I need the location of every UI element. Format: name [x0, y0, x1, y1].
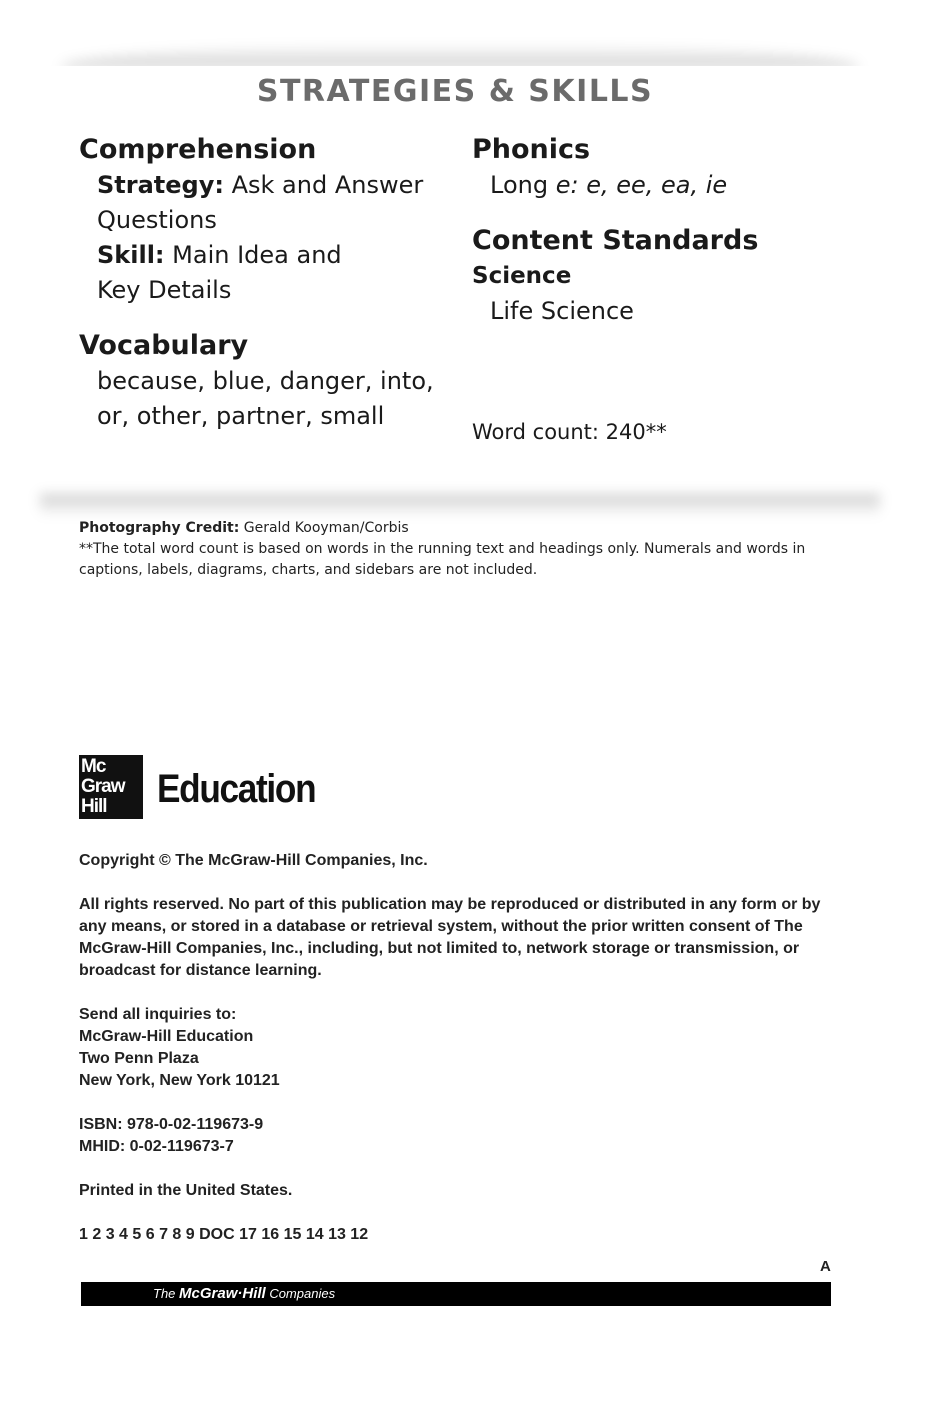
strategy-line [79, 168, 459, 203]
content-standards-subject: Science [472, 263, 572, 289]
rights-paragraph: All rights reserved. No part of this publication may be reproduced or distributed in any form or by any means, or stored in a database or retrieval system, without the prior written consent of The McGraw-Hill Companies, Inc., including, but not limited to, network storage or transmission, or broadcast for distance learning. [79, 896, 821, 979]
isbn: ISBN: 978-0-02-119673-9 [79, 1116, 264, 1133]
logo-mark-line3: Hill [81, 796, 107, 817]
content-standards-heading: Content Standards [472, 225, 759, 256]
skill-value-line2: Key Details [97, 276, 232, 304]
photo-credit [79, 518, 839, 539]
inquiries-label: Send all inquiries to: [79, 1006, 237, 1023]
logo-mark [79, 755, 143, 819]
printing-number-line: 1 2 3 4 5 6 7 8 9 DOC 17 16 15 14 13 12 [79, 1226, 369, 1243]
mhid: MHID: 0-02-119673-7 [79, 1138, 234, 1155]
photo-credit-value: Gerald Kooyman/Corbis [239, 520, 409, 536]
footer-the: The [153, 1286, 180, 1301]
right-column [472, 132, 872, 329]
phonics-line [472, 168, 872, 203]
vocabulary-line1: because, blue, danger, into, [97, 367, 434, 395]
skill-value: Main Idea and [164, 241, 342, 269]
content-standards-topic: Life Science [490, 297, 634, 325]
footer-companies: Companies [265, 1286, 336, 1301]
vocabulary-heading: Vocabulary [79, 330, 249, 361]
address-line1: McGraw-Hill Education [79, 1028, 254, 1045]
logo-mark-line1: Mc [81, 756, 106, 777]
footer-name: McGraw·Hill [179, 1285, 266, 1302]
strategy-value: Ask and Answer [223, 171, 424, 199]
photo-credit-label: Photography Credit: [79, 520, 240, 536]
printed-line: Printed in the United States. [79, 1182, 293, 1199]
word-count-note: **The total word count is based on words in the running text and headings only. Numerals and words in captions, labels, diagrams, charts, and sidebars are not included. [79, 541, 806, 578]
logo-mark-line2: Graw [81, 776, 125, 797]
phonics-italic: e: e, ee, ea, ie [555, 171, 728, 199]
skill-line [79, 238, 459, 273]
address-line3: New York, New York 10121 [79, 1072, 280, 1089]
footer-band-text [153, 1285, 335, 1302]
legal-block [79, 850, 839, 1268]
bottom-shadow-decoration [40, 494, 880, 516]
footer-band [81, 1282, 831, 1306]
phonics-prefix: Long [490, 171, 556, 199]
logo-wordmark: Education [157, 767, 316, 811]
edition-letter: A [820, 1258, 831, 1275]
strategy-value-line2: Questions [97, 206, 217, 234]
comprehension-heading: Comprehension [79, 134, 317, 165]
address-line2: Two Penn Plaza [79, 1050, 199, 1067]
left-column [79, 132, 459, 434]
credits-block [79, 518, 839, 581]
skill-label: Skill: [97, 241, 165, 269]
word-count: Word count: 240** [472, 420, 667, 444]
strategy-label: Strategy: [97, 171, 224, 199]
identifiers-block [79, 1114, 839, 1158]
spacer [472, 203, 872, 223]
top-shadow-decoration [60, 44, 860, 68]
page-title: STRATEGIES & SKILLS [256, 74, 654, 109]
vocabulary-line2: or, other, partner, small [97, 402, 385, 430]
spacer [79, 308, 459, 328]
inquiries-block [79, 1004, 839, 1092]
copyright-line: Copyright © The McGraw-Hill Companies, Inc. [79, 852, 428, 869]
phonics-heading: Phonics [472, 134, 591, 165]
